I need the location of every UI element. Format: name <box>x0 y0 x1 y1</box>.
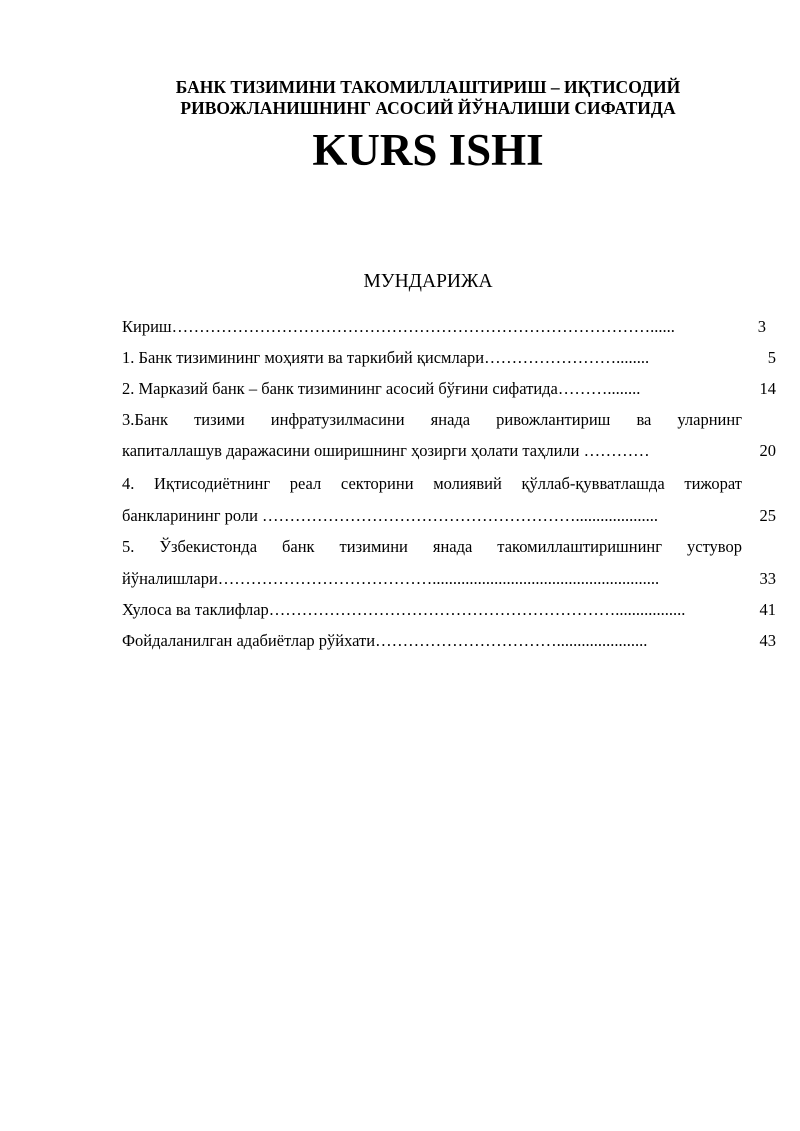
toc-entry-page: 5 <box>767 348 776 367</box>
kurs-ishi-title: KURS ISHI <box>312 125 544 175</box>
topic-title <box>60 77 796 119</box>
toc-entry-4-line-1: 4. Иқтисодиётнинг реал секторини молиявий қўллаб-қувватлашда тижорат <box>122 474 742 493</box>
toc-entry-page: 43 <box>759 631 776 650</box>
toc-entry-page: 41 <box>759 600 776 619</box>
toc-entry-1 <box>122 344 776 372</box>
toc-entry-text: банкларининг роли ………………………………………………….................... <box>122 506 659 525</box>
toc-entry-references <box>122 627 776 655</box>
toc-heading: МУНДАРИЖА <box>363 271 493 292</box>
toc-entry-text: капиталлашув даражасини оширишнинг ҳозирги ҳолати таҳлили ………… <box>122 441 650 460</box>
toc-entry-page: 14 <box>759 379 776 398</box>
toc-entry-conclusion <box>122 596 776 624</box>
toc-entry-text: Хулоса ва таклифлар………………………………………………………................. <box>122 600 686 619</box>
toc-entry-text: Кириш……………………………………………………………………………...... <box>122 317 675 336</box>
toc-entry-text: Фойдаланилган адабиётлар рўйхати……………………………...................... <box>122 631 648 650</box>
topic-title-line-2: РИВОЖЛАНИШНИНГ АСОСИЙ ЙЎНАЛИШИ СИФАТИДА <box>180 98 676 118</box>
toc-entry-2 <box>122 375 776 403</box>
toc-entry-3 <box>122 437 776 465</box>
toc-entry-text: 2. Марказий банк – банк тизимининг асосий бўғини сифатида………........ <box>122 379 641 398</box>
toc-entry-page: 20 <box>759 441 776 460</box>
topic-title-line-1: БАНК ТИЗИМИНИ ТАКОМИЛЛАШТИРИШ – ИҚТИСОДИЙ <box>175 77 681 97</box>
toc-entry-5 <box>122 565 776 593</box>
toc-entry-text: 1. Банк тизимининг моҳияти ва таркибий қисмлари……………………........ <box>122 348 650 367</box>
toc-entry-page: 25 <box>759 506 776 525</box>
toc-entry-5-line-1: 5. Ўзбекистонда банк тизимини янада такомиллаштиришнинг устувор <box>122 537 742 556</box>
toc-entry-text: йўналишлари…………………………………....................................................... <box>122 569 660 588</box>
toc-entry-4 <box>122 502 776 530</box>
toc-entry-page: 33 <box>759 569 776 588</box>
toc-entry-page: 3 <box>757 317 766 336</box>
toc-entry-3-line-1: 3.Банк тизими инфратузилмасини янада ривожлантириш ва уларнинг <box>122 410 742 429</box>
toc-entry-introduction <box>122 313 776 341</box>
